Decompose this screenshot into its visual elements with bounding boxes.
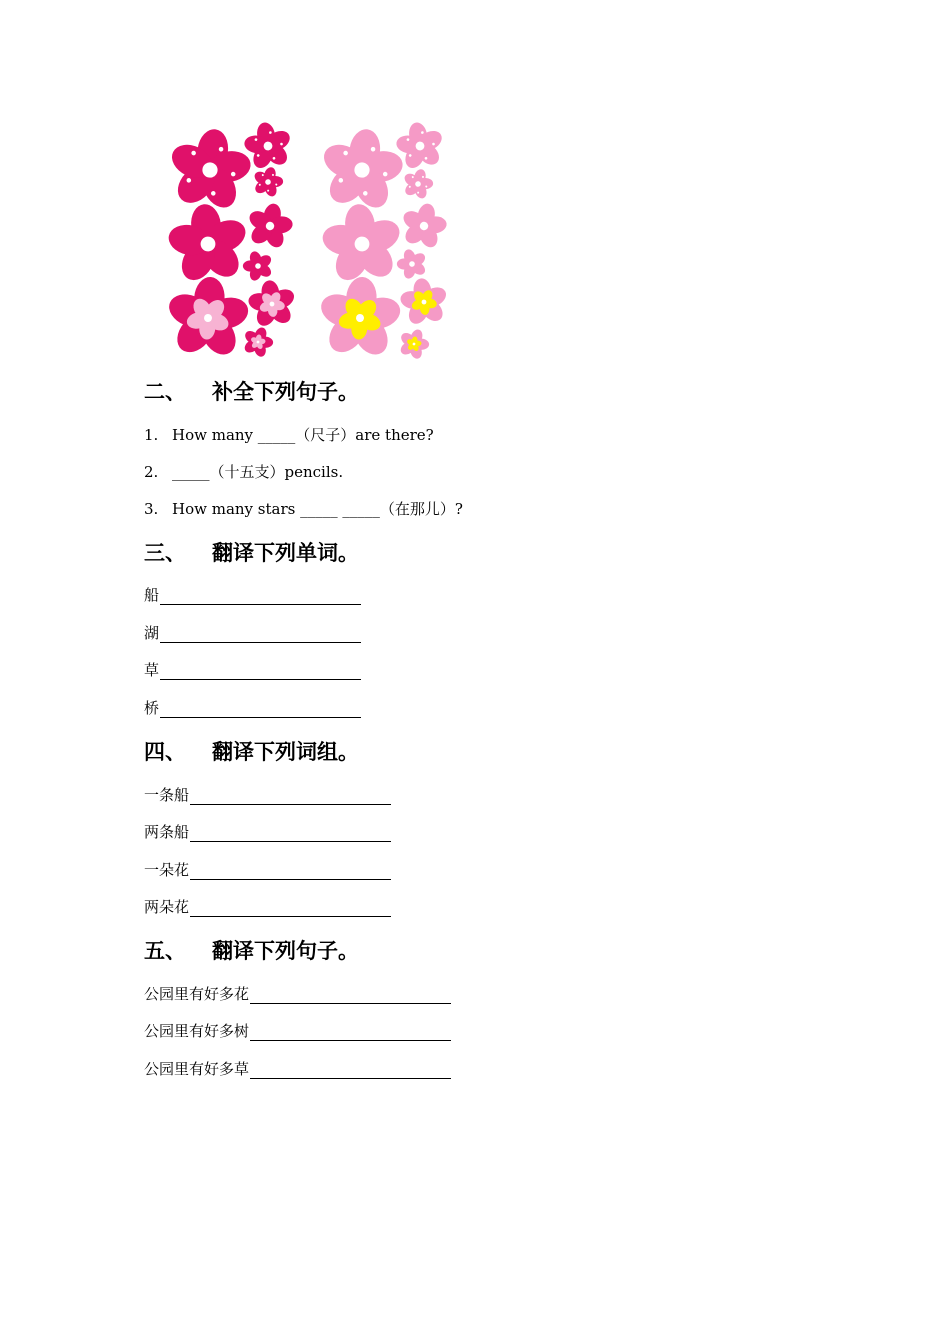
flower-picture (168, 118, 453, 360)
section-4-heading (144, 736, 359, 766)
word-item (144, 659, 361, 680)
phrase-prompt: 两条船 (144, 823, 190, 841)
sentence-translate-item (144, 1058, 451, 1079)
answer-blank[interactable] (250, 1062, 451, 1079)
sentence-prompt: 公园里有好多花 (144, 985, 250, 1003)
section-3-heading (144, 537, 359, 567)
flower-icon (168, 123, 259, 218)
item-index: 3. (144, 500, 159, 518)
word-item (144, 697, 361, 718)
sentence-item-1 (144, 424, 434, 445)
answer-blank[interactable] (160, 626, 361, 643)
answer-blank[interactable] (190, 788, 391, 805)
word-prompt: 船 (144, 586, 160, 604)
item-text: How many stars _____ _____（在那儿）? (172, 500, 463, 518)
sentence-item-3 (144, 498, 463, 519)
flower-icon (168, 200, 255, 289)
sentence-translate-item (144, 1020, 451, 1041)
phrase-item (144, 859, 391, 880)
section-5-number: 五、 (144, 939, 186, 963)
section-3-number: 三、 (144, 541, 186, 565)
sentence-prompt: 公园里有好多草 (144, 1060, 250, 1078)
phrase-prompt: 两朵花 (144, 898, 190, 916)
item-index: 1. (144, 426, 159, 444)
phrase-item (144, 821, 391, 842)
word-prompt: 桥 (144, 699, 160, 717)
word-prompt: 湖 (144, 624, 160, 642)
sentence-item-2 (144, 461, 343, 482)
section-5-heading (144, 935, 359, 965)
answer-blank[interactable] (190, 900, 391, 917)
answer-blank[interactable] (250, 1024, 451, 1041)
flower-icon (398, 165, 437, 203)
sentence-translate-item (144, 983, 451, 1004)
item-text: How many _____（尺子）are there? (172, 426, 434, 444)
item-index: 2. (144, 463, 159, 481)
phrase-item (144, 784, 391, 805)
section-5-title: 翻译下列句子。 (212, 939, 359, 963)
section-3-title: 翻译下列单词。 (212, 541, 359, 565)
flower-icon (396, 199, 453, 254)
section-2-heading (144, 376, 359, 406)
answer-blank[interactable] (160, 701, 361, 718)
flower-icon (248, 163, 287, 201)
phrase-prompt: 一条船 (144, 786, 190, 804)
item-text: _____（十五支）pencils. (172, 463, 344, 481)
answer-blank[interactable] (160, 588, 361, 605)
phrase-item (144, 896, 391, 917)
flower-icon (392, 245, 432, 284)
section-2-number: 二、 (144, 380, 186, 404)
word-item (144, 622, 361, 643)
answer-blank[interactable] (190, 825, 391, 842)
flower-icon (315, 200, 408, 289)
section-2-title: 补全下列句子。 (212, 380, 359, 404)
section-4-number: 四、 (144, 740, 186, 764)
word-prompt: 草 (144, 661, 160, 679)
flower-icon (313, 123, 411, 218)
flower-icon (238, 247, 278, 286)
sentence-prompt: 公园里有好多树 (144, 1022, 250, 1040)
answer-blank[interactable] (160, 663, 361, 680)
phrase-prompt: 一朵花 (144, 861, 190, 879)
flower-icon (242, 199, 299, 254)
section-4-title: 翻译下列词组。 (212, 740, 359, 764)
answer-blank[interactable] (190, 863, 391, 880)
answer-blank[interactable] (250, 987, 451, 1004)
word-item (144, 584, 361, 605)
